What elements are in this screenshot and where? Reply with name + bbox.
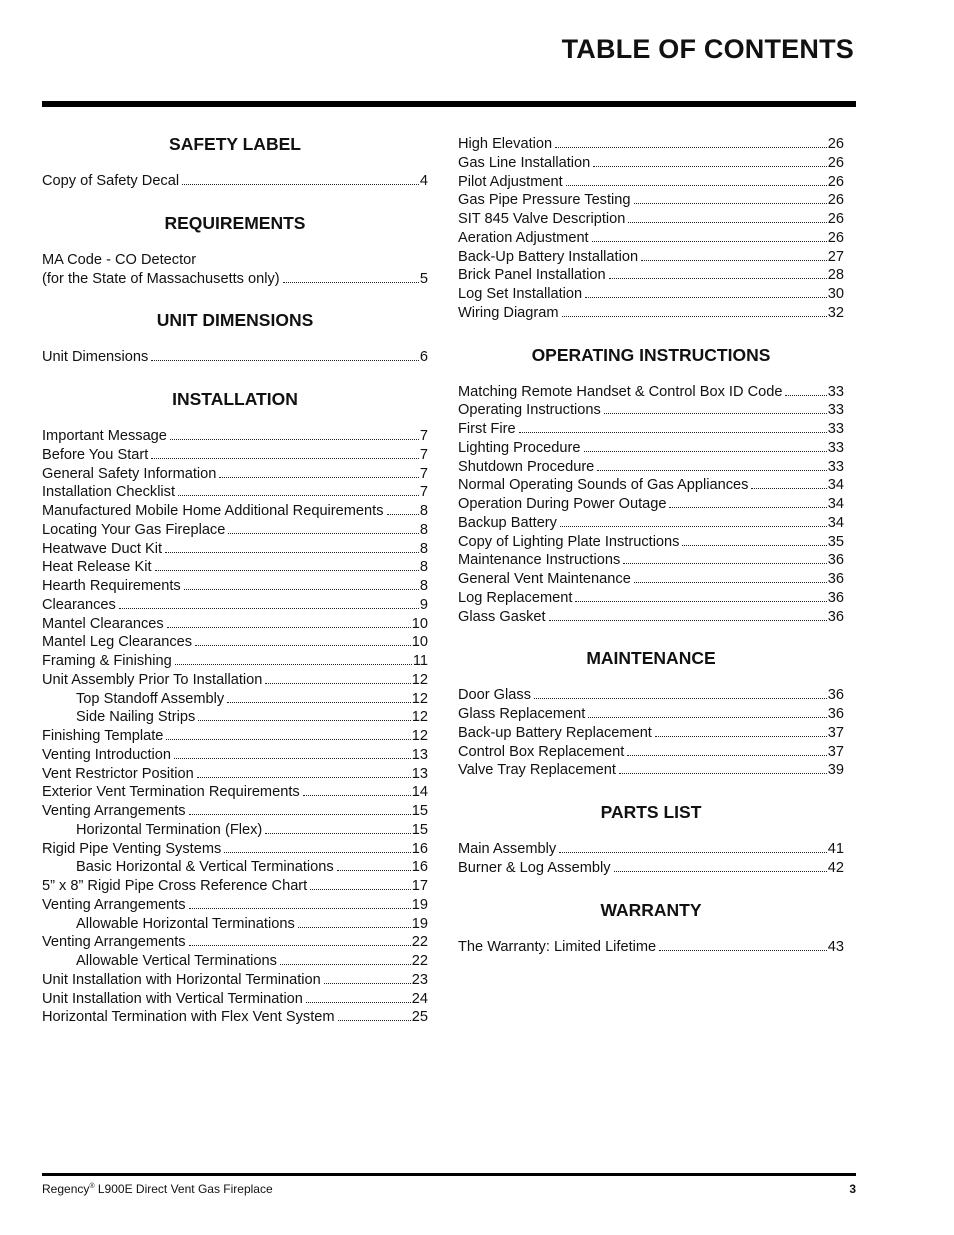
dot-leader [634, 202, 827, 204]
toc-entry-label: Venting Arrangements [42, 896, 186, 913]
dot-leader [597, 469, 826, 471]
toc-entry-label: Operation During Power Outage [458, 496, 667, 512]
toc-entry-label: Back-Up Battery Installation [458, 248, 639, 265]
toc-entry-label: Exterior Vent Termination Requirements [42, 784, 300, 801]
dot-leader [592, 240, 827, 242]
toc-entry-label: Rigid Pipe Venting Systems [42, 840, 222, 857]
dot-leader [588, 716, 826, 718]
toc-entry-page: 9 [419, 596, 428, 613]
toc-entry-page: 26 [827, 173, 844, 190]
dot-leader [559, 851, 827, 853]
toc-entry-page: 22 [411, 934, 428, 951]
toc-list-installation-continued [458, 135, 844, 323]
toc-entry-page: 33 [827, 402, 844, 419]
toc-list-requirements [42, 270, 428, 289]
toc-entry-page: 34 [827, 514, 844, 531]
dot-leader [219, 476, 418, 478]
toc-entry-page: 43 [827, 938, 844, 955]
section-title-installation: INSTALLATION [172, 389, 298, 409]
toc-entry-page: 37 [827, 743, 844, 760]
footer-divider [42, 1173, 856, 1176]
toc-entry[interactable] [42, 348, 428, 367]
toc-entry-label: Log Set Installation [458, 286, 583, 302]
toc-entry-page: 8 [419, 578, 428, 594]
toc-entry[interactable] [458, 476, 844, 495]
toc-entry[interactable] [458, 840, 844, 859]
toc-entry-page: 12 [411, 671, 428, 688]
dot-leader [166, 738, 410, 740]
toc-entry-page: 26 [827, 192, 844, 209]
toc-entry[interactable] [458, 154, 844, 173]
toc-entry[interactable] [458, 608, 844, 627]
toc-entry-label: Matching Remote Handset & Control Box ID Code [458, 383, 783, 400]
dot-leader [184, 588, 419, 590]
toc-entry-label: Control Box Replacement [458, 743, 625, 760]
dot-leader [634, 581, 827, 583]
toc-entry[interactable] [42, 521, 428, 540]
toc-entry-label: Main Assembly [458, 841, 557, 857]
toc-entry[interactable] [42, 558, 428, 577]
toc-entry[interactable] [458, 401, 844, 420]
toc-entry-label: Finishing Template [42, 728, 164, 744]
toc-entry-label: SIT 845 Valve Description [458, 211, 626, 227]
toc-entry-page: 8 [419, 540, 428, 557]
section-title-unit-dimensions: UNIT DIMENSIONS [156, 310, 314, 331]
toc-entry[interactable] [42, 727, 428, 746]
toc-entry-page: 15 [411, 803, 428, 819]
toc-entry-page: 17 [411, 878, 428, 894]
toc-entry-label: Brick Panel Installation [458, 267, 606, 284]
toc-entry[interactable] [458, 495, 844, 514]
toc-entry-page: 24 [411, 990, 428, 1007]
toc-entry-label: (for the State of Massachusetts only) [42, 270, 280, 287]
toc-entry-label: Unit Installation with Horizontal Termination [42, 971, 321, 988]
toc-entry-label[interactable]: MA Code - CO Detector [42, 251, 197, 268]
toc-entry[interactable] [42, 465, 428, 484]
section-title-parts-list: PARTS LIST [600, 802, 702, 822]
toc-list-safety-label [42, 172, 428, 191]
toc-entry-page: 36 [827, 687, 844, 704]
toc-entry-page: 26 [827, 136, 844, 152]
toc-entry-page: 26 [827, 229, 844, 246]
toc-entry-label: Basic Horizontal & Vertical Terminations [76, 859, 334, 876]
toc-entry-page: 27 [827, 248, 844, 265]
toc-entry[interactable] [42, 821, 428, 840]
dot-leader [562, 315, 827, 317]
toc-entry[interactable] [42, 446, 428, 465]
toc-entry-label: Maintenance Instructions [458, 552, 621, 569]
toc-entry[interactable] [42, 633, 428, 652]
footer-product: L900E Direct Vent Gas Fireplace [94, 1182, 273, 1196]
dot-leader [167, 626, 411, 628]
toc-right-column [458, 130, 844, 974]
top-divider [42, 101, 856, 107]
toc-entry[interactable] [42, 708, 428, 727]
toc-entry-page: 7 [419, 428, 428, 444]
toc-entry-label: Mantel Leg Clearances [42, 634, 193, 651]
toc-entry-label: Before You Start [42, 446, 149, 463]
toc-entry-label: Shutdown Procedure [458, 458, 595, 475]
toc-entry-label: Venting Introduction [42, 746, 172, 763]
toc-entry-page: 32 [827, 304, 844, 321]
toc-list-maintenance [458, 686, 844, 780]
toc-entry[interactable] [458, 686, 844, 705]
toc-entry[interactable] [42, 540, 428, 559]
dot-leader [198, 719, 411, 721]
toc-entry-label: Wiring Diagram [458, 304, 559, 321]
toc-entry-page: 33 [827, 458, 844, 475]
dot-leader [619, 772, 827, 774]
dot-leader [623, 562, 827, 564]
dot-leader [170, 438, 419, 440]
toc-entry-label: Horizontal Termination (Flex) [76, 821, 263, 838]
toc-entry-page: 19 [411, 896, 428, 913]
dot-leader [151, 359, 419, 361]
dot-leader [387, 513, 419, 515]
toc-entry-page: 8 [419, 559, 428, 576]
toc-entry[interactable] [42, 690, 428, 709]
toc-entry[interactable] [42, 802, 428, 821]
dot-leader [298, 926, 411, 928]
toc-entry-page: 26 [827, 211, 844, 227]
dot-leader [628, 221, 826, 223]
dot-leader [324, 982, 411, 984]
toc-entry-page: 34 [827, 496, 844, 512]
dot-leader [283, 281, 419, 283]
toc-entry-label: First Fire [458, 421, 516, 437]
dot-leader [119, 607, 419, 609]
toc-entry[interactable] [42, 671, 428, 690]
dot-leader [534, 697, 827, 699]
dot-leader [575, 600, 826, 602]
toc-entry-label: Normal Operating Sounds of Gas Appliances [458, 477, 749, 494]
toc-entry-label: Door Glass [458, 687, 531, 704]
dot-leader [306, 1001, 411, 1003]
toc-entry[interactable] [42, 502, 428, 521]
dot-leader [175, 663, 412, 665]
dot-leader [566, 184, 827, 186]
toc-entry[interactable] [42, 783, 428, 802]
toc-entry-page: 7 [419, 484, 428, 501]
toc-entry[interactable] [42, 1008, 428, 1027]
toc-entry[interactable] [458, 210, 844, 229]
toc-entry[interactable] [458, 229, 844, 248]
page-title: TABLE OF CONTENTS [561, 34, 854, 64]
toc-list-unit-dimensions [42, 348, 428, 367]
toc-entry-label: Operating Instructions [458, 402, 601, 419]
toc-entry-label: Gas Line Installation [458, 154, 591, 171]
toc-entry-label: Back-up Battery Replacement [458, 724, 652, 741]
toc-entry-page: 10 [411, 634, 428, 651]
toc-entry-label: Heat Release Kit [42, 559, 152, 576]
toc-entry[interactable] [458, 743, 844, 762]
toc-entry[interactable] [458, 383, 844, 402]
toc-entry-label: Pilot Adjustment [458, 173, 563, 190]
toc-entry-label: Venting Arrangements [42, 803, 186, 819]
toc-entry-page: 23 [411, 971, 428, 988]
toc-entry-page: 7 [419, 446, 428, 463]
toc-entry-page: 26 [827, 154, 844, 171]
toc-entry[interactable] [42, 172, 428, 191]
toc-entry-page: 36 [827, 608, 844, 625]
dot-leader [751, 487, 826, 489]
toc-entry[interactable] [458, 266, 844, 285]
toc-entry[interactable] [42, 577, 428, 596]
toc-entry[interactable] [42, 840, 428, 859]
dot-leader [614, 870, 827, 872]
toc-entry-label: Glass Replacement [458, 706, 586, 722]
dot-leader [641, 259, 827, 261]
toc-entry-label: Gas Pipe Pressure Testing [458, 192, 631, 209]
toc-entry-page: 13 [411, 765, 428, 782]
toc-entry-label: Installation Checklist [42, 484, 176, 501]
toc-list-installation [42, 427, 428, 1027]
dot-leader [519, 431, 827, 433]
toc-entry[interactable] [42, 858, 428, 877]
toc-list-parts-list [458, 840, 844, 878]
toc-entry-label: Burner & Log Assembly [458, 859, 611, 876]
toc-entry-page: 22 [411, 953, 428, 969]
toc-entry[interactable] [42, 933, 428, 952]
footer-product-name [42, 1182, 273, 1196]
toc-entry-label: General Safety Information [42, 465, 217, 482]
toc-entry-page: 16 [411, 840, 428, 857]
dot-leader [189, 907, 411, 909]
dot-leader [174, 757, 411, 759]
toc-entry-label: Valve Tray Replacement [458, 762, 616, 779]
dot-leader [655, 735, 827, 737]
toc-entry[interactable] [458, 514, 844, 533]
toc-entry-page: 16 [411, 859, 428, 876]
toc-entry-page: 36 [827, 552, 844, 569]
toc-entry-label: Clearances [42, 596, 116, 613]
toc-entry-page: 4 [419, 173, 428, 189]
toc-entry-page: 33 [827, 421, 844, 437]
toc-entry-label: Copy of Lighting Plate Instructions [458, 533, 680, 550]
toc-entry-label: Allowable Vertical Terminations [76, 953, 277, 969]
dot-leader [659, 949, 827, 951]
toc-entry[interactable] [458, 420, 844, 439]
toc-entry[interactable] [458, 135, 844, 154]
toc-entry[interactable] [458, 304, 844, 323]
dot-leader [195, 644, 411, 646]
dot-leader [224, 851, 410, 853]
toc-entry[interactable] [42, 990, 428, 1009]
toc-entry-page: 30 [827, 286, 844, 302]
toc-entry-page: 42 [827, 859, 844, 876]
toc-entry-page: 15 [411, 821, 428, 838]
toc-entry-page: 33 [827, 439, 844, 456]
toc-entry-label: Mantel Clearances [42, 615, 164, 632]
toc-entry-label: Vent Restrictor Position [42, 765, 194, 782]
toc-entry-label: Side Nailing Strips [76, 709, 196, 726]
dot-leader [310, 888, 411, 890]
toc-entry-page: 36 [827, 706, 844, 722]
toc-entry[interactable] [42, 765, 428, 784]
toc-entry[interactable] [42, 746, 428, 765]
toc-entry-label: Hearth Requirements [42, 578, 181, 594]
section-title-safety-label: SAFETY LABEL [169, 134, 301, 154]
section-title-requirements: REQUIREMENTS [164, 212, 306, 233]
toc-entry-page: 35 [827, 533, 844, 550]
dot-leader [265, 832, 410, 834]
toc-left-column [42, 130, 428, 1045]
dot-leader [189, 813, 411, 815]
toc-entry[interactable] [458, 439, 844, 458]
toc-entry-label: General Vent Maintenance [458, 571, 631, 587]
toc-entry[interactable] [42, 877, 428, 896]
toc-entry[interactable] [458, 724, 844, 743]
toc-entry-label: Important Message [42, 428, 167, 444]
toc-entry[interactable] [458, 458, 844, 477]
dot-leader [549, 619, 827, 621]
toc-entry-page: 41 [827, 841, 844, 857]
dot-leader [785, 394, 826, 396]
toc-entry-page: 12 [411, 709, 428, 726]
dot-leader [560, 525, 827, 527]
dot-leader [669, 506, 826, 508]
toc-entry[interactable] [458, 570, 844, 589]
toc-entry[interactable] [42, 483, 428, 502]
dot-leader [182, 183, 419, 185]
toc-entry-page: 19 [411, 915, 428, 932]
section-title-maintenance: MAINTENANCE [586, 648, 716, 669]
toc-entry-page: 5 [419, 270, 428, 287]
toc-entry-page: 14 [411, 784, 428, 801]
toc-entry[interactable] [458, 705, 844, 724]
page-number: 3 [849, 1182, 856, 1196]
toc-entry[interactable] [458, 551, 844, 570]
dot-leader [155, 569, 419, 571]
toc-entry-page: 7 [419, 465, 428, 482]
toc-entry-label: Framing & Finishing [42, 653, 172, 669]
toc-entry-label: Allowable Horizontal Terminations [76, 915, 295, 932]
dot-leader [593, 165, 827, 167]
dot-leader [337, 869, 411, 871]
dot-leader [197, 776, 411, 778]
toc-entry-page: 13 [411, 746, 428, 763]
toc-entry-label: Backup Battery [458, 514, 557, 531]
toc-entry-label: Horizontal Termination with Flex Vent System [42, 1009, 335, 1026]
toc-entry-page: 12 [411, 728, 428, 744]
toc-entry-page: 11 [412, 653, 428, 669]
toc-entry-label: Unit Dimensions [42, 349, 149, 366]
toc-entry[interactable] [42, 952, 428, 971]
dot-leader [178, 494, 419, 496]
toc-entry-label: Log Replacement [458, 589, 573, 606]
dot-leader [228, 532, 419, 534]
dot-leader [609, 277, 827, 279]
dot-leader [627, 754, 826, 756]
toc-entry[interactable] [458, 191, 844, 210]
toc-entry[interactable] [42, 270, 428, 289]
toc-entry-page: 8 [419, 521, 428, 538]
toc-entry[interactable] [458, 285, 844, 304]
toc-entry[interactable] [458, 173, 844, 192]
toc-entry-page: 12 [411, 690, 428, 707]
toc-entry-page: 8 [419, 503, 428, 519]
toc-entry-label: Glass Gasket [458, 608, 546, 625]
toc-entry-label: Aeration Adjustment [458, 229, 589, 246]
toc-entry[interactable] [458, 938, 844, 957]
toc-entry-page: 25 [411, 1009, 428, 1026]
toc-entry[interactable] [42, 896, 428, 915]
toc-entry-label: Copy of Safety Decal [42, 173, 180, 189]
toc-entry-page: 36 [827, 571, 844, 587]
toc-entry[interactable] [42, 652, 428, 671]
toc-entry-label: Top Standoff Assembly [76, 690, 225, 707]
footer-brand: Regency [42, 1182, 90, 1196]
toc-entry[interactable] [458, 761, 844, 780]
toc-entry-label: Unit Installation with Vertical Termination [42, 990, 303, 1007]
dot-leader [303, 794, 411, 796]
toc-entry[interactable] [458, 589, 844, 608]
toc-entry[interactable] [42, 615, 428, 634]
dot-leader [682, 544, 826, 546]
toc-entry-label: The Warranty: Limited Lifetime [458, 938, 657, 955]
registered-mark: ® [89, 1183, 95, 1190]
toc-list-warranty [458, 938, 844, 957]
toc-entry[interactable] [42, 971, 428, 990]
toc-entry[interactable] [42, 596, 428, 615]
section-title-operating-instructions: OPERATING INSTRUCTIONS [531, 344, 771, 365]
toc-entry-page: 39 [827, 762, 844, 779]
toc-list-operating-instructions [458, 383, 844, 627]
toc-entry-page: 36 [827, 589, 844, 606]
dot-leader [585, 296, 827, 298]
toc-entry[interactable] [458, 248, 844, 267]
dot-leader [265, 682, 410, 684]
toc-entry[interactable] [42, 427, 428, 446]
dot-leader [280, 963, 411, 965]
toc-entry-page: 28 [827, 267, 844, 284]
toc-entry-page: 37 [827, 724, 844, 741]
section-title-warranty: WARRANTY [600, 899, 702, 920]
dot-leader [165, 551, 419, 553]
dot-leader [604, 412, 827, 414]
toc-entry-label: 5” x 8” Rigid Pipe Cross Reference Chart [42, 878, 308, 894]
toc-entry-label: Heatwave Duct Kit [42, 540, 163, 557]
dot-leader [227, 701, 411, 703]
toc-entry-label: Lighting Procedure [458, 439, 581, 456]
toc-entry-label: Locating Your Gas Fireplace [42, 521, 226, 538]
toc-entry[interactable] [42, 915, 428, 934]
toc-entry[interactable] [458, 533, 844, 552]
dot-leader [584, 450, 827, 452]
toc-entry-page: 6 [419, 349, 428, 366]
toc-entry-page: 33 [827, 383, 844, 400]
toc-entry-page: 10 [411, 615, 428, 632]
dot-leader [555, 146, 827, 148]
toc-entry-page: 34 [827, 477, 844, 494]
toc-entry-label: High Elevation [458, 136, 553, 152]
dot-leader [151, 457, 419, 459]
toc-entry[interactable] [458, 859, 844, 878]
dot-leader [189, 944, 411, 946]
toc-entry-label: Manufactured Mobile Home Additional Requirements [42, 503, 384, 519]
dot-leader [338, 1019, 411, 1021]
toc-entry-label: Venting Arrangements [42, 934, 186, 951]
toc-entry-label: Unit Assembly Prior To Installation [42, 671, 263, 688]
